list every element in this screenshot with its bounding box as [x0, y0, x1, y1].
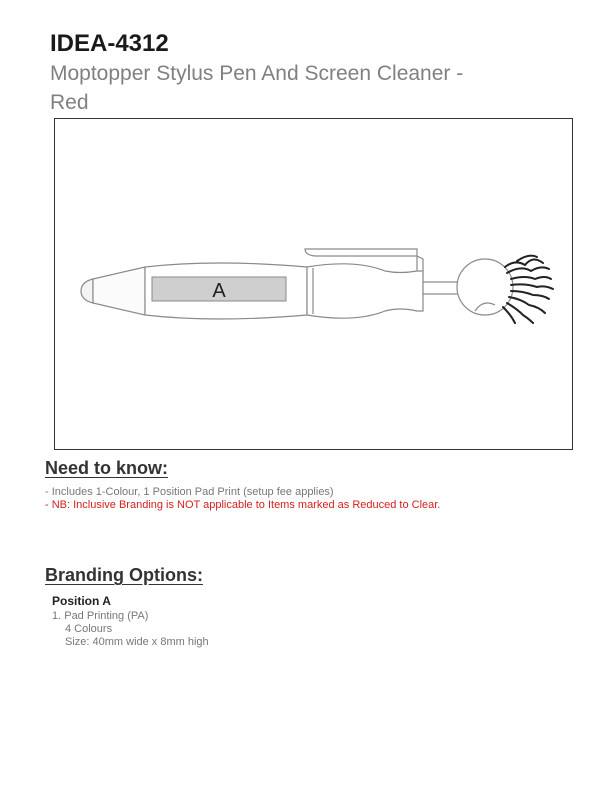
- product-name: Moptopper Stylus Pen And Screen Cleaner - Red: [50, 62, 464, 114]
- branding-size: Size: 40mm wide x 8mm high: [65, 636, 209, 648]
- pen-stem: [423, 282, 459, 294]
- need-to-know-heading: Need to know:: [45, 458, 169, 478]
- note-pad-print: - Includes 1-Colour, 1 Position Pad Print (setup fee applies): [45, 486, 334, 498]
- print-area-label: A: [212, 280, 226, 302]
- branding-options-heading: Branding Options:: [45, 565, 203, 585]
- pen-diagram: [55, 119, 574, 451]
- product-code: IDEA-4312: [50, 30, 169, 57]
- product-diagram-frame: [54, 118, 573, 450]
- pen-front-barrel: [93, 267, 145, 315]
- stylus-tip: [81, 279, 93, 303]
- branding-colours: 4 Colours: [65, 623, 113, 635]
- position-a-title: Position A: [52, 594, 111, 608]
- pen-grip: [307, 264, 423, 318]
- branding-method: 1. Pad Printing (PA): [52, 610, 149, 622]
- note-branding-warning: - NB: Inclusive Branding is NOT applicable to Items marked as Reduced to Clear.: [45, 499, 441, 511]
